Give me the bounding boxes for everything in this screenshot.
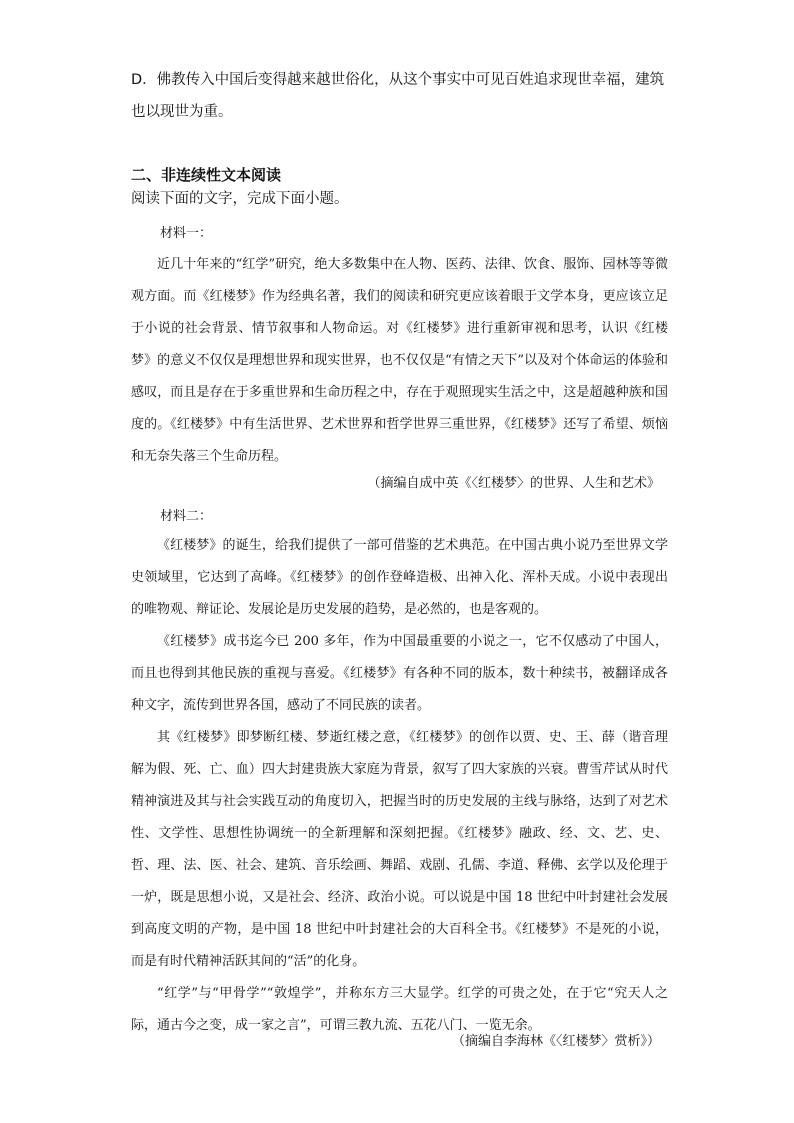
material-1-body xyxy=(131,249,668,473)
section-title: 二、非连续性文本阅读 xyxy=(131,166,282,184)
material-1-label: 材料一： xyxy=(160,226,213,241)
material-2-source: （摘编自李海林《〈红楼梦〉赏析》） xyxy=(451,1034,660,1049)
material-2-paragraph: “红学”与“甲骨学”“敦煌学”，并称东方三大显学。红学的可贵之处，在于它“究天人之际，通古今之变，成一家之言”，可谓三教九流、五花八门、一览无余。 xyxy=(131,986,668,1033)
material-1-paragraph: 近几十年来的“红学”研究，绝大多数集中在人物、医药、法律、饮食、服饰、园林等等微观方面。而《红楼梦》作为经典名著，我们的阅读和研究更应该着眼于文学本身，更应该立足于小说的社会背景、情节叙事和人物命运。对《红楼梦》进行重新审视和思考，认识《红楼梦》的意义不仅仅是理想世界和现实世界，也不仅仅是“有情之天下”以及对个体命运的体验和感叹，而且是存在于多重世界和生命历程之中，存在于观照现实生活之中，这是超越种族和国度的。《红楼梦》中有生活世界、艺术世界和哲学世界三重世界，《红楼梦》还写了希望、烦恼和无奈失落三个生命历程。 xyxy=(131,257,668,464)
reading-instruction: 阅读下面的文字，完成下面小题。 xyxy=(131,191,349,207)
material-2-label: 材料二： xyxy=(160,509,213,524)
material-2-paragraph: 其《红楼梦》即梦断红楼、梦逝红楼之意，《红楼梦》的创作以贾、史、王、薛（谐音理解为假、死、亡、血）四大封建贵族大家庭为背景，叙写了四大家族的兴衰。曹雪芹试从时代精神演进及其与社会实践互动的角度切入，把握当时的历史发展的主线与脉络，达到了对艺术性、文学性、思想性协调统一的全新理解和深刻把握。《红楼梦》融政、经、文、艺、史、哲、理、法、医、社会、建筑、音乐绘画、舞蹈、戏剧、孔儒、李道、释佛、玄学以及伦理于一炉，既是思想小说，又是社会、经济、政治小说。可以说是中国 18 世纪中叶封建社会发展到高度文明的产物，是中国 18 世纪中叶封建社会的大百科全书。《红楼梦》不是死的小说，而是有时代精神活跃其间的“活”的化身。 xyxy=(131,730,668,969)
option-d-text: D．佛教传入中国后变得越来越世俗化，从这个事实中可见百姓追求现世幸福，建筑也以现世为重。 xyxy=(131,72,665,120)
material-2-paragraph: 《红楼梦》成书迄今已 200 多年，作为中国最重要的小说之一，它不仅感动了中国人，而且也得到其他民族的重视与喜爱。《红楼梦》有各种不同的版本，数十种续书，被翻译成各种文字，流传到世界各国，感动了不同民族的读者。 xyxy=(131,634,668,713)
material-2-body xyxy=(131,530,668,1042)
material-2-paragraph: 《红楼梦》的诞生，给我们提供了一部可借鉴的艺术典范。在中国古典小说乃至世界文学史领域里，它达到了高峰。《红楼梦》的创作登峰造极、出神入化、浑朴天成。小说中表现出的唯物观、辩证论、发展论是历史发展的趋势，是必然的，也是客观的。 xyxy=(131,538,668,617)
material-1-source: （摘编自成中英《〈红楼梦〉的世界、人生和艺术》 xyxy=(367,476,660,491)
